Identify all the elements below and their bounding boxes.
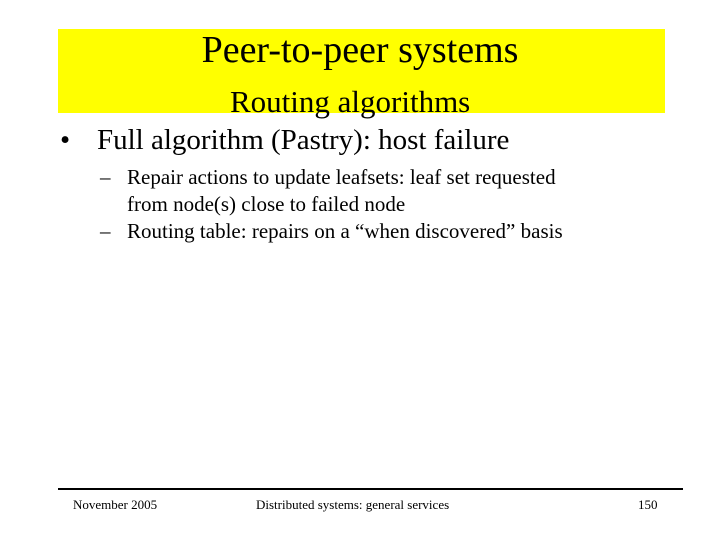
main-bullet-text: Full algorithm (Pastry): host failure [97, 124, 510, 156]
slide-title: Peer-to-peer systems [201, 29, 519, 71]
sub-bullet-line: Routing table: repairs on a “when discovered” basis [127, 219, 563, 243]
sub-bullet-line: Repair actions to update leafsets: leaf set requested [127, 165, 556, 189]
sub-bullet-item [100, 218, 700, 245]
slide-subtitle: Routing algorithms [230, 84, 471, 119]
dash-marker: – [100, 165, 111, 189]
sub-bullet-item [100, 164, 700, 218]
page-number: 150 [638, 497, 658, 512]
footer-date: November 2005 [73, 497, 158, 512]
footer-divider [58, 488, 683, 490]
sub-bullet-line: from node(s) close to failed node [127, 192, 406, 216]
dash-marker: – [100, 219, 111, 243]
bullet-marker: • [60, 124, 71, 156]
main-bullet [60, 121, 509, 159]
sub-bullet-list [100, 164, 700, 245]
footer-course-title: Distributed systems: general services [256, 497, 450, 512]
